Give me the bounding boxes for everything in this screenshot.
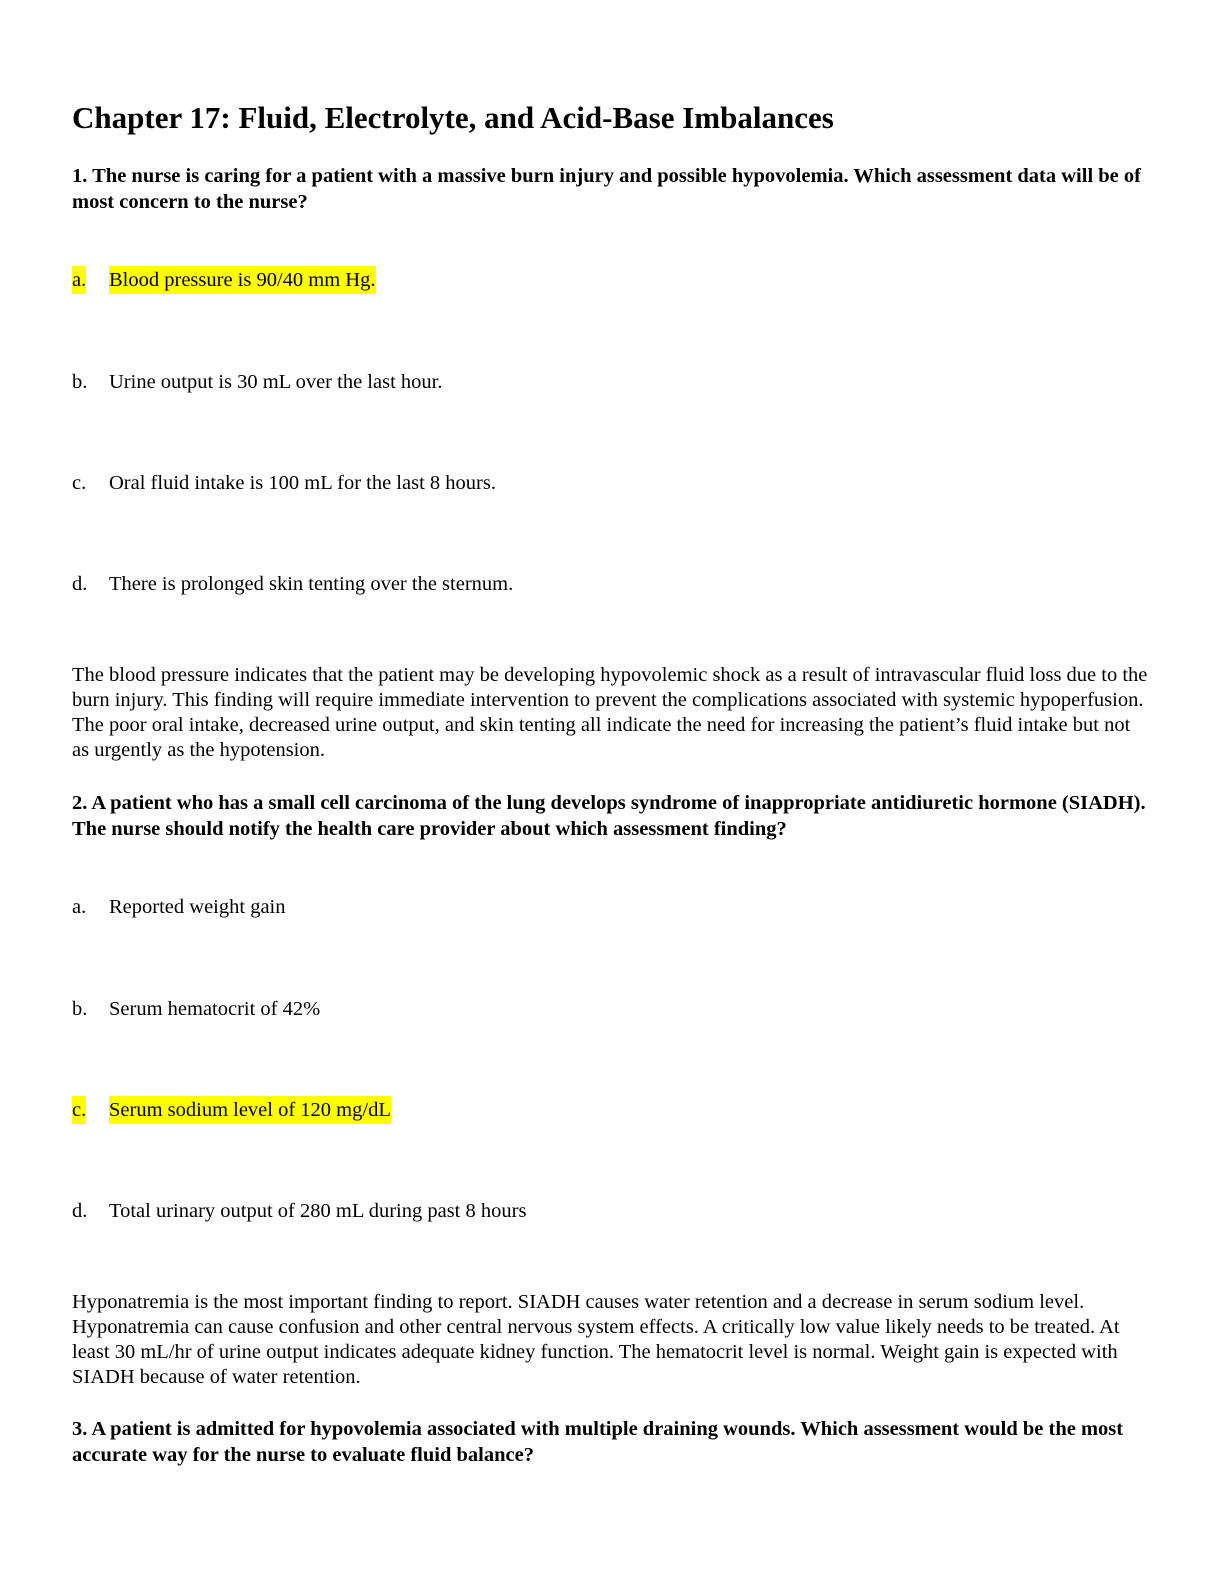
option-text: Blood pressure is 90/40 mm Hg. [109,266,376,294]
option-text: Serum sodium level of 120 mg/dL [109,1096,391,1124]
option-letter: c. [72,472,87,494]
option-text: Oral fluid intake is 100 mL for the last 8 hours. [109,472,496,494]
option-letter: b. [72,998,88,1020]
question-3-stem: 3. A patient is admitted for hypovolemia associated with multiple draining wounds. Which assessment would be the most accurate way for the nurse to evaluate fluid balance? [72,1418,1124,1466]
question-1-rationale: The blood pressure indicates that the patient may be developing hypovolemic shock as a result of intravascular fluid loss due to the burn injury. This finding will require immediate intervention to prevent the complications associated with systemic hypoperfusion. The poor oral intake, decreased urine output, and skin tenting all indicate the need for increasing the patient’s fluid intake but not as urgently as the hypotension. [72,664,1148,761]
option-letter: d. [72,1200,88,1222]
option-letter: a. [72,266,86,294]
option-text: There is prolonged skin tenting over the sternum. [109,573,514,595]
question-2-rationale: Hyponatremia is the most important finding to report. SIADH causes water retention and a decrease in serum sodium level. Hyponatremia can cause confusion and other central nervous system effects. A critically low value likely needs to be treated. At least 30 mL/hr of urine output indicates adequate kidney function. The hematocrit level is normal. Weight gain is expected with SIADH because of water retention. [72,1291,1120,1388]
option-letter: a. [72,896,87,918]
option-text: Serum hematocrit of 42% [109,998,321,1020]
option-text: Urine output is 30 mL over the last hour. [109,371,443,393]
option-letter: b. [72,371,88,393]
chapter-title: Chapter 17: Fluid, Electrolyte, and Acid-Base Imbalances [72,100,834,135]
option-letter: c. [72,1096,86,1124]
question-1-stem: 1. The nurse is caring for a patient with a massive burn injury and possible hypovolemia. Which assessment data will be of most concern to the nurse? [72,165,1141,213]
option-text: Reported weight gain [109,896,286,918]
option-letter: d. [72,573,88,595]
option-text: Total urinary output of 280 mL during past 8 hours [109,1200,527,1222]
question-2-stem: 2. A patient who has a small cell carcinoma of the lung develops syndrome of inappropriate antidiuretic hormone (SIADH). The nurse should notify the health care provider about which assessment finding? [72,792,1146,840]
